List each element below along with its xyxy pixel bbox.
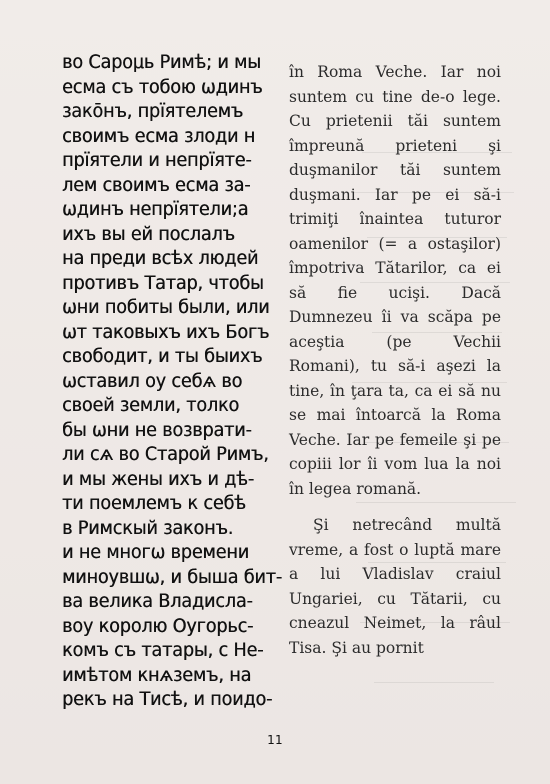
handwritten-line: лем своимъ есма за- (62, 173, 251, 196)
handwritten-line: ли сѧ во Старой Римъ, (62, 443, 269, 465)
handwritten-line: ти поемлемъ к себѣ (62, 492, 246, 514)
handwritten-line: имѣтом кнѧземъ, на (62, 663, 252, 686)
handwritten-line: ωт таковыхъ ихъ Богъ (62, 320, 270, 343)
handwritten-line: ωдинъ непрїятели;а (62, 198, 249, 220)
handwritten-line: свободит, и ты быихъ (62, 345, 263, 367)
handwritten-line: своимъ есма злоди н (62, 124, 256, 147)
handwritten-line: ва велика Владисла- (62, 590, 253, 612)
handwritten-line: прїятели и непрїяте- (62, 149, 252, 171)
handwritten-line: и не многω времени (62, 541, 249, 563)
handwritten-line: воу королю Оугорьс- (62, 614, 254, 637)
printed-translation-column (289, 60, 501, 660)
handwritten-line: ωни побиты были, или (62, 296, 270, 318)
handwritten-line: закōнъ, прїятелемъ (62, 100, 244, 122)
handwritten-line: в Римскый законъ. (62, 516, 234, 539)
printed-paragraph: în Roma Veche. Iar noi suntem cu tine de-o lege. Cu prietenii tăi suntem împreună prieteni şi duşmanilor tăi suntem duşmani. Iar pe ei să-i trimiţi înaintea tuturor oamenilor (= a ostaşilor) împotriva Tătarilor, ca ei să fie ucişi. Dacă Dumnezeu îi va scăpa pe aceştia (pe Vechii Romani), tu să-i aşezi la tine, în ţara ta, ca ei să nu se mai întoarcă la Roma Veche. Iar pe femeile şi pe copiii lor îi vom lua la noi în legea romană. (289, 63, 501, 498)
handwritten-line: и мы жены ихъ и дѣ- (62, 467, 254, 490)
handwritten-line: миноувшω, и быша бит- (62, 565, 282, 588)
handwritten-line: есма съ тобою ωдинъ (62, 75, 263, 98)
handwritten-line: своей земли, толко (62, 394, 240, 416)
handwritten-line: ихъ вы ей послалъ (62, 222, 235, 245)
handwritten-line: рекъ на Тисѣ, и поидо- (62, 688, 273, 710)
handwritten-line: на преди всѣх людей (62, 247, 259, 269)
handwritten-line: во Сарομь Римѣ; и мы (62, 51, 261, 73)
handwritten-line: комъ съ татары, с Не- (62, 639, 264, 661)
page-number: 11 (267, 733, 283, 747)
handwritten-line: бы ωни не возврати- (62, 418, 252, 441)
handwritten-text-column (62, 50, 284, 712)
handwritten-line: ωставил оу себѧ во (62, 369, 243, 392)
handwritten-line: противъ Татар, чтобы (62, 271, 264, 294)
printed-paragraph: Şi netrecând multă vreme, a fost o luptă mare a lui Vladislav craiul Ungariei, cu Tătarii, cu cneazul Neimet, la râul Tisa. Şi au pornit (289, 516, 501, 657)
